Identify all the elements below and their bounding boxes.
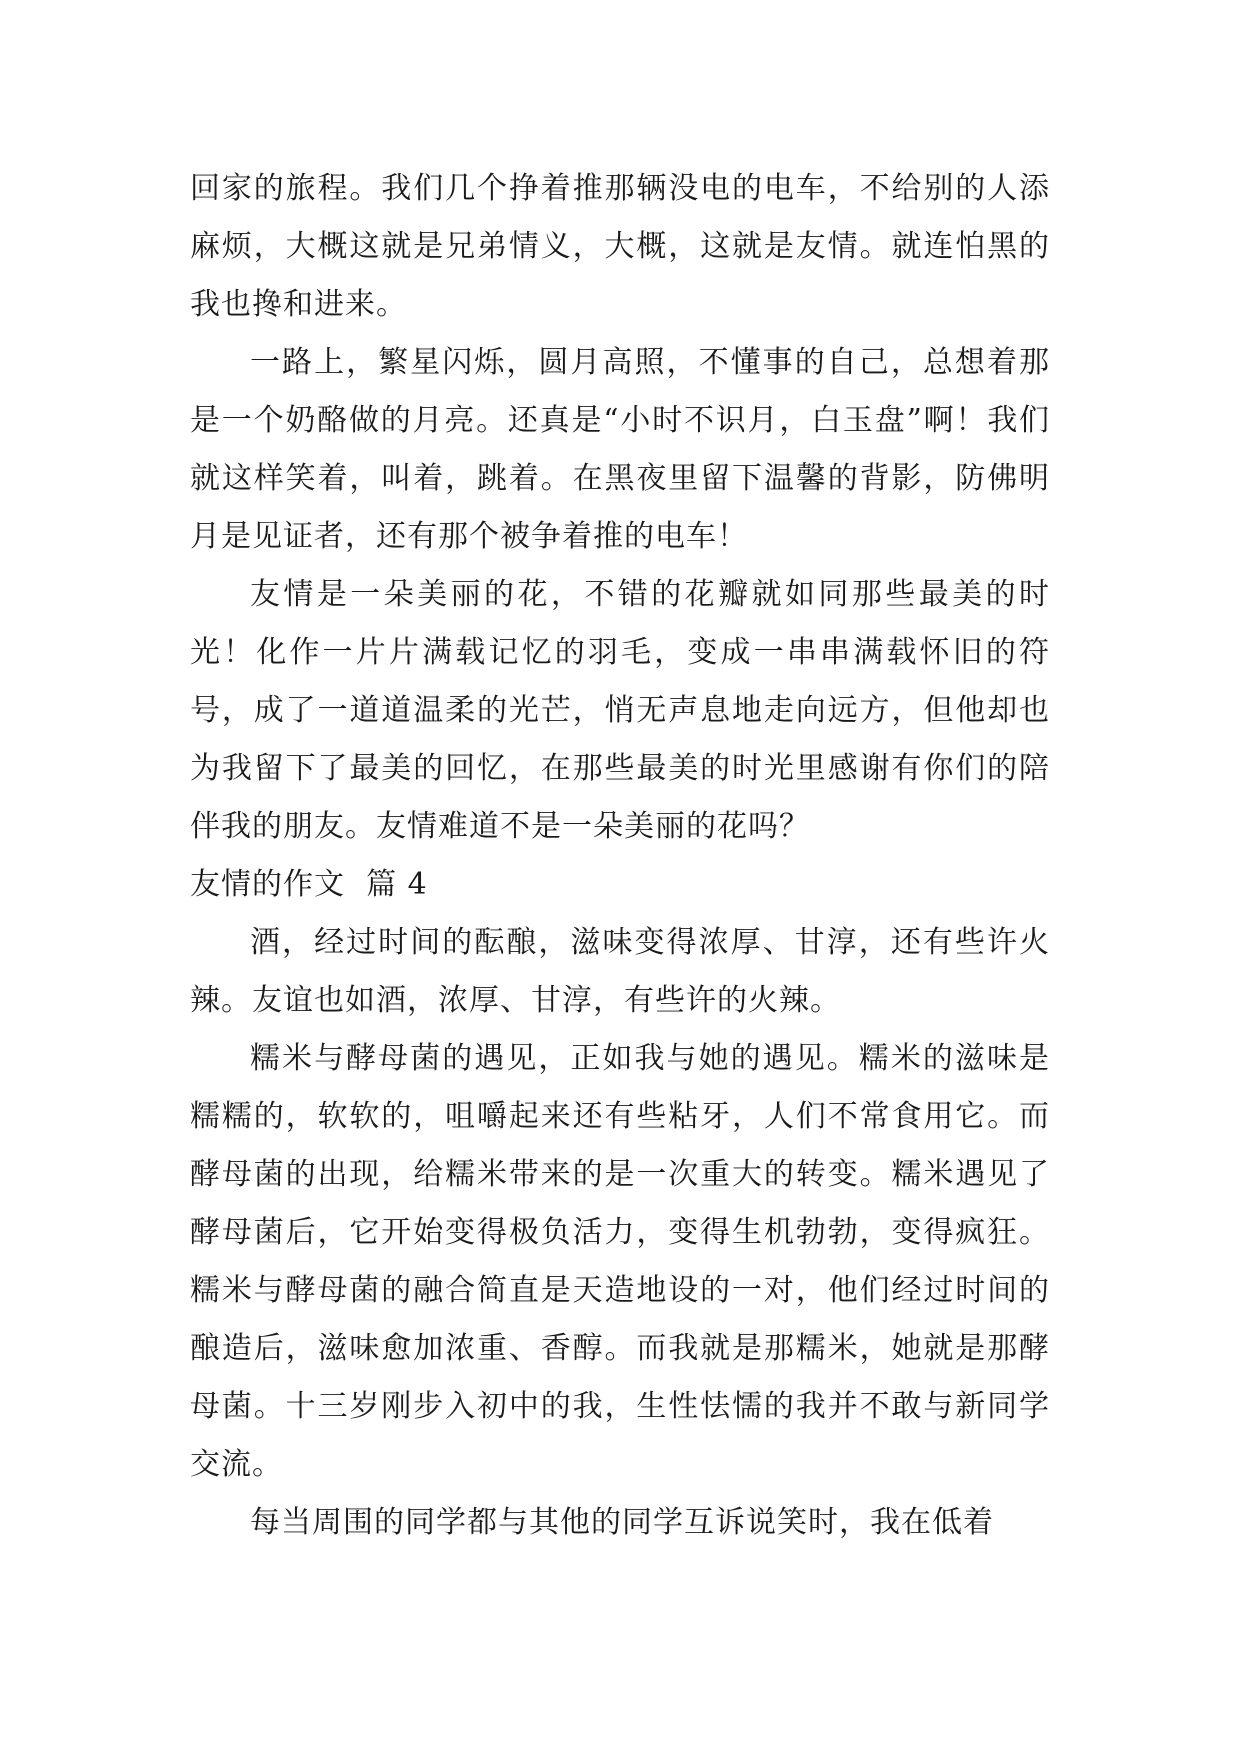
paragraph-1: 回家的旅程。我们几个挣着推那辆没电的电车，不给别的人添麻烦，大概这就是兄弟情义，大概，这就是友情。就连怕黑的我也搀和进来。	[190, 171, 1050, 322]
document-body	[190, 160, 1050, 1552]
section-paragraph-2: 糯米与酵母菌的遇见，正如我与她的遇见。糯米的滋味是糯糯的，软软的，咀嚼起来还有些粘牙，人们不常食用它。而酵母菌的出现，给糯米带来的是一次重大的转变。糯米遇见了酵母菌后，它开始变得极负活力，变得生机勃勃，变得疯狂。糯米与酵母菌的融合简直是天造地设的一对，他们经过时间的酿造后，滋味愈加浓重、香醇。而我就是那糯米，她就是那酵母菌。十三岁刚步入初中的我，生性怯懦的我并不敢与新同学交流。	[190, 1041, 1050, 1482]
section-paragraph-1: 酒，经过时间的酝酿，滋味变得浓厚、甘淳，还有些许火辣。友谊也如酒，浓厚、甘淳，有些许的火辣。	[190, 925, 1050, 1018]
section-heading: 友情的作文 篇 4	[190, 867, 428, 902]
paragraph-3: 友情是一朵美丽的花，不错的花瓣就如同那些最美的时光！化作一片片满载记忆的羽毛，变成一串串满载怀旧的符号，成了一道道温柔的光芒，悄无声息地走向远方，但他却也为我留下了最美的回忆，在那些最美的时光里感谢有你们的陪伴我的朋友。友情难道不是一朵美丽的花吗？	[190, 577, 1050, 844]
section-paragraph-3: 每当周围的同学都与其他的同学互诉说笑时，我在低着	[250, 1505, 994, 1540]
paragraph-2: 一路上，繁星闪烁，圆月高照，不懂事的自己，总想着那是一个奶酪做的月亮。还真是“小时不识月，白玉盘”啊！我们就这样笑着，叫着，跳着。在黑夜里留下温馨的背影，防佛明月是见证者，还有那个被争着推的电车！	[190, 345, 1050, 554]
